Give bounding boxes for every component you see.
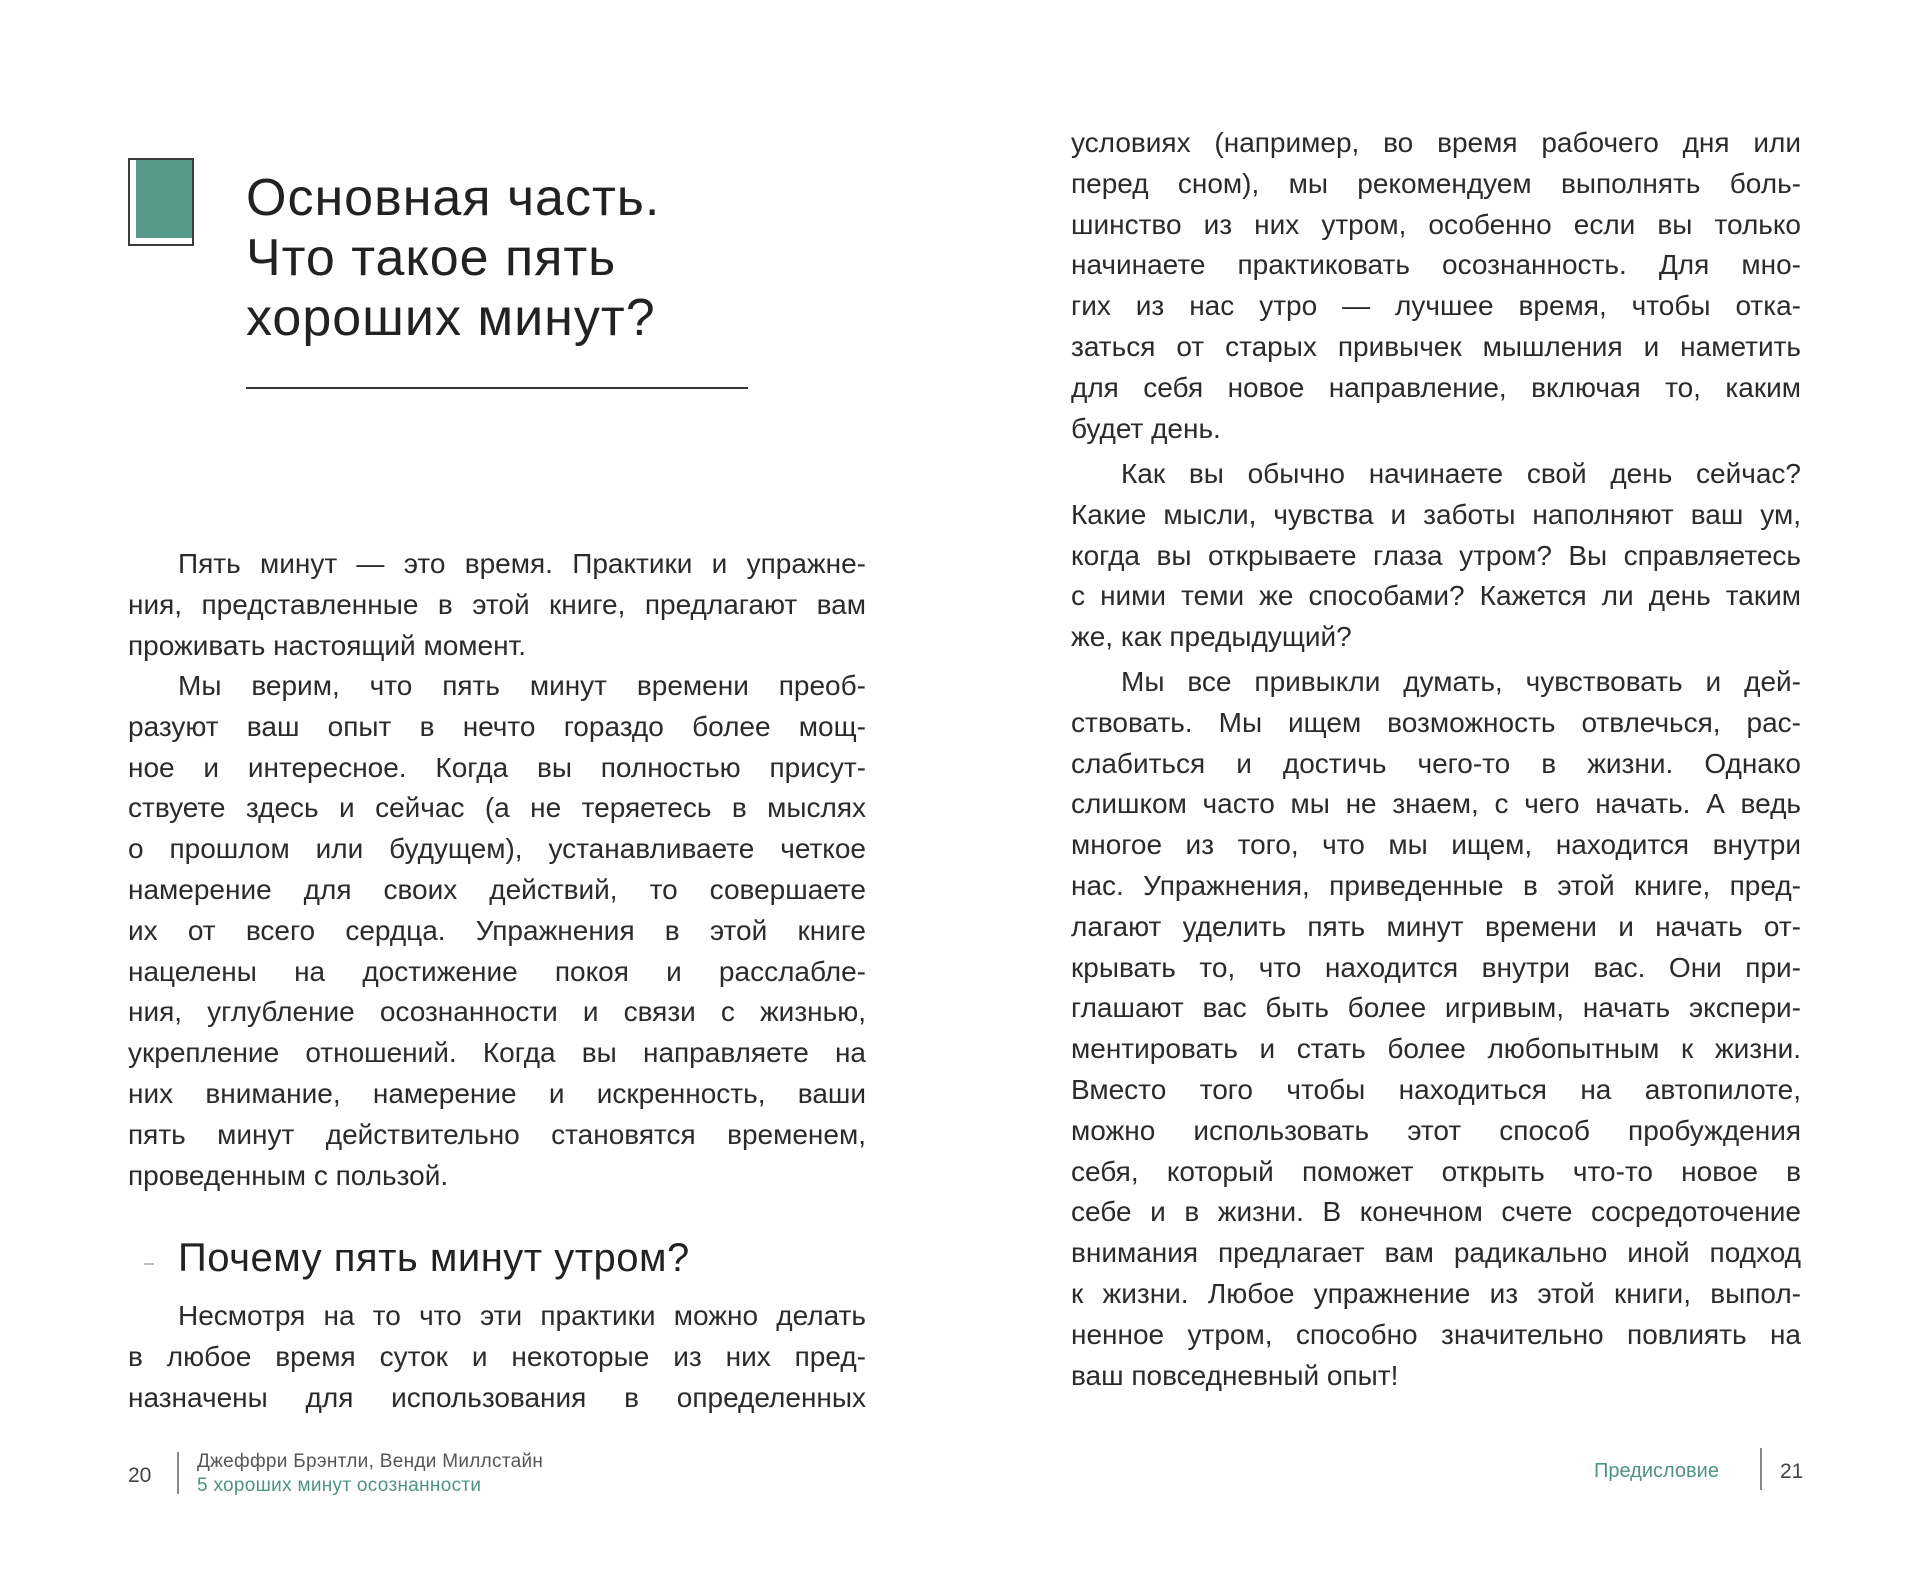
text-line: когда вы открываете глаза утром? Вы справляетесь — [1071, 539, 1801, 571]
text-line: Пять минут — это время. Практики и упражне- — [178, 548, 866, 579]
text-line: условиях (например, во время рабочего дня или — [1071, 127, 1801, 158]
text-line: же, как предыдущий? — [1071, 621, 1352, 653]
chapter-title-line: Что такое пять — [246, 229, 617, 287]
text-line: с ними теми же способами? Кажется ли день таким — [1071, 580, 1801, 612]
text-line: Мы верим, что пять минут времени преоб- — [178, 670, 866, 701]
text-line: для себя новое направление, включая то, каким — [1071, 371, 1801, 403]
text-line: слабиться и достичь чего-то в жизни. Однако — [1071, 747, 1801, 779]
right-paragraph-2 — [1071, 454, 1801, 658]
text-line: можно использовать этот способ пробуждения — [1071, 1114, 1801, 1146]
intro-paragraph-2 — [128, 666, 866, 1196]
text-line: ментировать и стать более любопытным к жизни. — [1071, 1033, 1801, 1065]
chapter-title-line: хороших минут? — [246, 289, 656, 347]
text-line: Вместо того чтобы находиться на автопилоте, — [1071, 1073, 1801, 1105]
page-number: 20 — [128, 1464, 152, 1487]
text-line: разуют ваш опыт в нечто гораздо более мощ- — [128, 710, 866, 742]
text-line: проживать настоящий момент. — [128, 629, 527, 661]
intro-paragraph-1 — [128, 544, 866, 666]
text-line: Какие мысли, чувства и заботы наполняют ваш ум, — [1071, 498, 1801, 530]
text-line: Как вы обычно начинаете свой день сейчас? — [1121, 458, 1801, 489]
text-line: нацелены на достижение покоя и расслабле- — [128, 955, 866, 987]
right-paragraph-1 — [1071, 123, 1801, 449]
text-line: них внимание, намерение и искренность, ваши — [128, 1077, 866, 1109]
text-line: себе и в жизни. В конечном счете сосредоточение — [1071, 1196, 1801, 1228]
text-line: гих из нас утро — лучшее время, чтобы отка- — [1071, 290, 1801, 322]
section-paragraph — [128, 1296, 866, 1418]
text-line: проведенным с пользой. — [128, 1159, 449, 1191]
text-line: перед сном), мы рекомендуем выполнять боль- — [1071, 167, 1801, 199]
text-line: укрепление отношений. Когда вы направляете на — [128, 1037, 866, 1069]
text-line: Мы все привыкли думать, чувствовать и дей- — [1121, 666, 1801, 697]
text-line: себя, который поможет открыть что-то новое в — [1071, 1155, 1801, 1187]
text-line: пять минут действительно становятся временем, — [128, 1118, 866, 1150]
right-paragraph-3 — [1071, 662, 1801, 1396]
right-page — [953, 0, 1906, 1578]
text-line: ния, углубление осознанности и связи с жизнью, — [128, 996, 866, 1028]
footer-book-title: 5 хороших минут осознанности — [197, 1475, 482, 1496]
page-number: 21 — [1780, 1460, 1804, 1483]
text-line: их от всего сердца. Упражнения в этой книге — [128, 914, 866, 946]
text-line: ваш повседневный опыт! — [1071, 1359, 1399, 1391]
footer-author: Джеффри Брэнтли, Венди Миллстайн — [197, 1451, 544, 1472]
text-line: к жизни. Любое упражнение из этой книги, выпол- — [1071, 1277, 1801, 1309]
text-line: о прошлом или будущем), устанавливаете четкое — [128, 833, 866, 865]
chapter-title — [246, 168, 806, 348]
text-line: Несмотря на то что эти практики можно делать — [178, 1300, 866, 1331]
decorative-square-icon — [128, 158, 198, 248]
text-line: ствуете здесь и сейчас (а не теряетесь в мыслях — [128, 792, 866, 824]
text-line: ненное утром, способно значительно повлиять на — [1071, 1318, 1801, 1350]
chapter-title-line: Основная часть. — [246, 169, 661, 227]
text-line: крывать то, что находится внутри вас. Они при- — [1071, 951, 1801, 983]
text-line: начинаете практиковать осознанность. Для мно- — [1071, 249, 1801, 281]
text-line: слишком часто мы не знаем, с чего начать. А ведь — [1071, 788, 1801, 820]
text-line: ствовать. Мы ищем возможность отвлечься, рас- — [1071, 706, 1801, 738]
text-line: в любое время суток и некоторые из них пред- — [128, 1340, 866, 1372]
text-line: многое из того, что мы ищем, находится внутри — [1071, 829, 1801, 861]
title-divider — [246, 387, 748, 389]
section-heading: Почему пять минут утром? — [178, 1236, 690, 1280]
section-dash — [144, 1263, 154, 1265]
footer-divider — [1760, 1448, 1762, 1490]
text-line: лагают уделить пять минут времени и начать от- — [1071, 910, 1801, 942]
text-line: намерение для своих действий, то совершаете — [128, 873, 866, 905]
text-line: заться от старых привычек мышления и наметить — [1071, 330, 1801, 362]
text-line: внимания предлагает вам радикально иной подход — [1071, 1237, 1801, 1269]
text-line: назначены для использования в определенных — [128, 1381, 866, 1413]
text-line: будет день. — [1071, 412, 1221, 444]
text-line: глашают вас быть более игривым, начать экспери- — [1071, 992, 1801, 1024]
footer-section-name: Предисловие — [1594, 1460, 1719, 1482]
text-line: нас. Упражнения, приведенные в этой книге, пред- — [1071, 869, 1801, 901]
text-line: ное и интересное. Когда вы полностью присут- — [128, 751, 866, 783]
text-line: шинство из них утром, особенно если вы только — [1071, 208, 1801, 240]
footer-divider — [177, 1452, 179, 1494]
text-line: ния, представленные в этой книге, предлагают вам — [128, 588, 866, 620]
